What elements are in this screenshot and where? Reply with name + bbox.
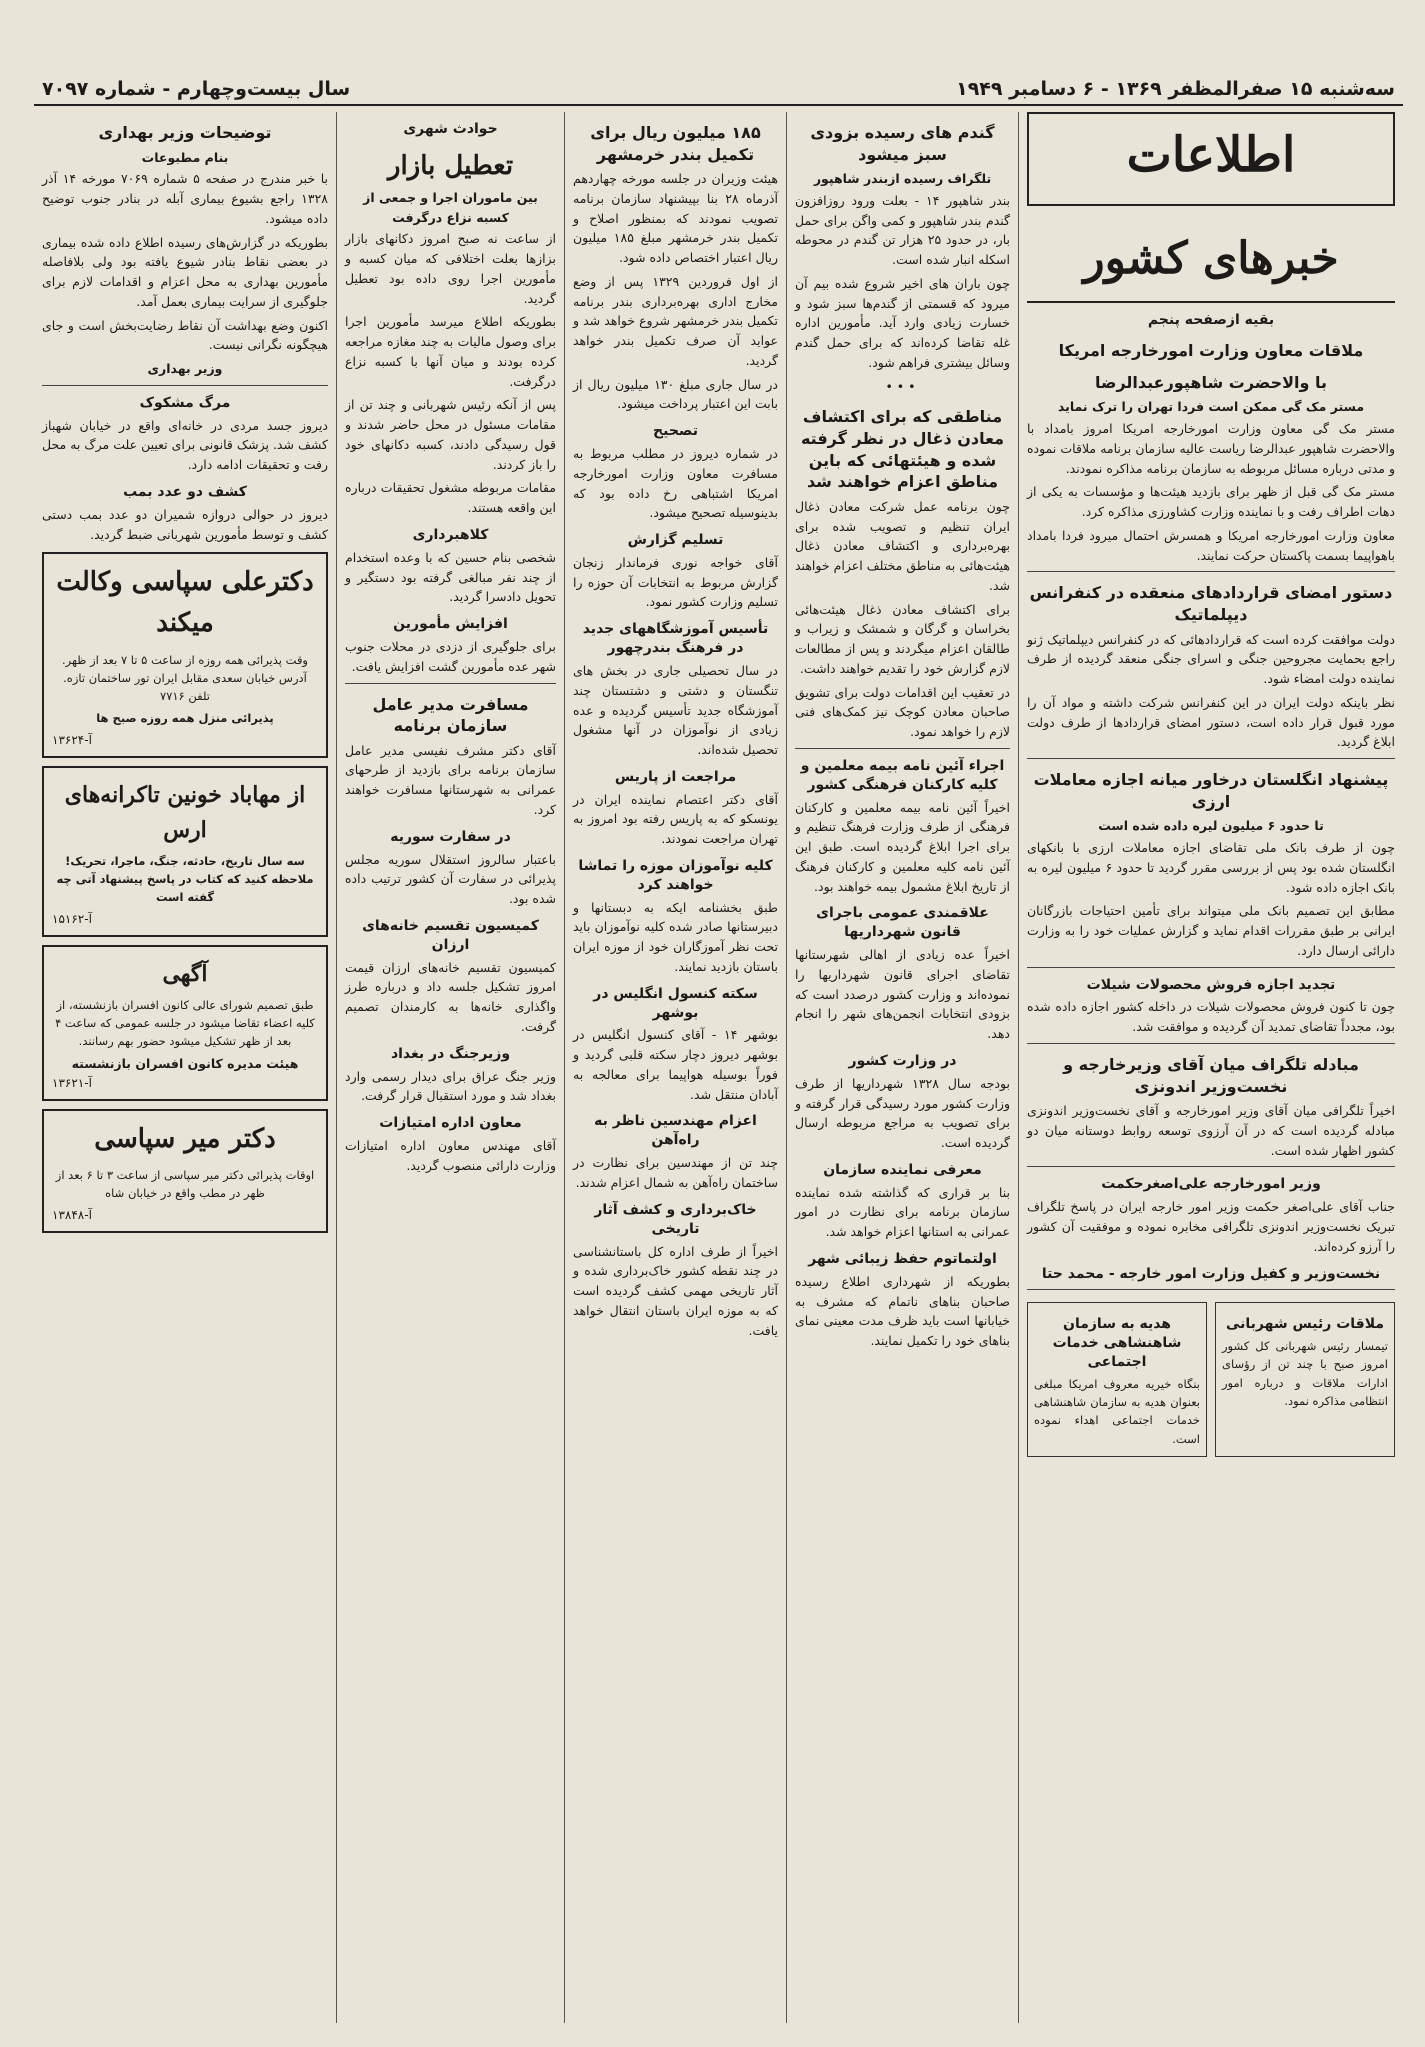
divider: [1027, 1043, 1395, 1044]
article-paragraph: چون باران های اخیر شروع شده بیم آن میرود که قسمتی از گندم‌ها سبز شود و خسارت زیادی وارد آید. مأمورین اداره غله تقاضا کرده‌اند که برای حمل گندم وسائل بیشتری فراهم شود.: [795, 275, 1010, 370]
ad-title: از مهاباد خونین تاکرانه‌های ارس: [64, 782, 306, 843]
article-paragraph: اخیراً از طرف اداره کل باستانشناسی در چند نقطه کشور خاک‌برداری شده و آثار تاریخی مهمی کشف گردیده است که به موزه ایران باستان انتقال خواهد یافت.: [573, 1243, 778, 1338]
article-headline: اعزام مهندسین ناظر به راه‌آهن: [594, 1113, 757, 1149]
column-5: [34, 112, 336, 2023]
news-box: [1027, 1302, 1207, 1456]
divider: [345, 683, 556, 684]
article-headline: پیشنهاد انگلستان درخاور میانه اجازه معاملات ارزی: [1033, 770, 1389, 811]
column-3: [564, 112, 786, 2023]
separator-dots: •••: [885, 378, 920, 394]
article-headline: مسافرت مدیر عامل سازمان برنامه: [372, 694, 529, 736]
article-headline: گندم های رسیده بزودی سبز میشود: [810, 123, 995, 164]
article-paragraph: چند تن از مهندسین برای نظارت در ساختمان راه‌آهن به شمال اعزام شدند.: [573, 1155, 778, 1190]
box-headline: هدیه به سازمان شاهنشاهی خدمات اجتماعی: [1052, 1316, 1182, 1371]
article-paragraph: هیئت وزیران در جلسه مورخه چهاردهم آذرماه ۲۸ بنا بپیشنهاد سازمان برنامه تصویب نمودند که بمنظور اصلاح و تکمیل بندر خرمشهر مبلغ ۱۸۵ میلیون ریال اعتبار اختصاص داده شود.: [573, 171, 778, 266]
ad-code: آ-۱۳۸۴۸: [52, 1208, 92, 1223]
article-paragraph: در سال تحصیلی جاری در بخش های تنگستان و دشتی و دشتستان چند آموزشگاه جدید تأسیس گردیده و عده زیادی از نوآموزان در آنها مشغول تحصیل شده‌اند.: [573, 663, 778, 757]
article-headline: کلیه نوآموزان موزه را تماشا خواهند کرد: [578, 857, 773, 893]
article-paragraph: بطوریکه در گزارش‌های رسیده اطلاع داده شده بیماری در بعضی نقاط بنادر شیوع یافته بود ولی بلافاصله مأمورین بهداری به محل اعزام و اقدامات لازم برای جلوگیری از سرایت بیماری بعمل آمد.: [42, 234, 328, 309]
article-paragraph: مستر مک گی قبل از ظهر برای بازدید هیئت‌ها و مؤسسات به یکی از دهات اطراف رفت و با نماینده وزارت کشاورزی مذاکره کرد.: [1027, 484, 1395, 520]
article-headline: توضیحات وزیر بهداری: [98, 123, 272, 142]
article-headline: علاقمندی عمومی باجرای قانون شهرداریها: [816, 905, 989, 941]
article-paragraph: مستر مک گی معاون وزارت امورخارجه امریکا امروز بامداد با والاحضرت شاهپور عبدالرضا ریاست عالیه سازمان برنامه ملاقات نموده و مدتی درباره مسائل مربوطه به سازمان برنامه مذاکره نمودند.: [1027, 421, 1395, 476]
ad-text: وقت پذیرائی همه روزه از ساعت ۵ تا ۷ بعد از ظهر. آدرس خیابان سعدی مقابل ایران تور ساختمان تازه. تلفن ۷۷۱۶: [61, 652, 308, 703]
article-headline: کمیسیون تقسیم خانه‌های ارزان: [362, 917, 539, 953]
article-headline: تجدید اجازه فروش محصولات شیلات: [1086, 976, 1336, 993]
article-paragraph: آقای مهندس معاون اداره امتیازات وزارت دارائی منصوب گردید.: [345, 1137, 556, 1173]
article-paragraph: آقای دکتر مشرف نفیسی مدیر عامل سازمان برنامه برای بازدید از طرحهای عمرانی به شهرستانها مسافرت خواهند کرد.: [345, 742, 556, 817]
article-headline: مراجعت از پاریس: [614, 768, 737, 785]
article-paragraph: شخصی بنام حسین که با وعده استخدام از چند نفر مبالغی گرفته بود دستگیر و تحویل دادسرا گردید.: [345, 549, 556, 605]
ad-text: سه سال تاریخ، حادثه، جنگ، ماجرا، تحریک! ملاحظه کنید که کتاب در پاسخ پیشنهاد آتی چه گفته است: [56, 853, 314, 904]
ad-title: دکتر میر سپاسی: [94, 1123, 276, 1154]
article-headline: تصحیح: [653, 423, 698, 440]
article-paragraph: باعتبار سالروز استقلال سوریه مجلس پذیرائی در سفارت آن کشور ترتیب داده شده بود.: [345, 851, 556, 907]
article-paragraph: اخیراً آئین نامه بیمه معلمین و کارکنان فرهنگی از طرف وزارت فرهنگ تنظیم و برای اجرا ابلاغ گردیده است. طبق این آئین نامه کلیه معلمین و کارکنان فرهنگ از تاریخ ابلاغ مشمول بیمه خواهند بود.: [795, 799, 1010, 894]
article-subheadline: مستر مک گی ممکن است فردا تهران را ترک نماید: [1057, 399, 1365, 415]
divider: [795, 748, 1010, 749]
box-headline: ملاقات رئیس شهربانی: [1225, 1316, 1384, 1333]
columns: [34, 112, 1403, 2023]
article-headline: با والاحضرت شاهپورعبدالرضا: [1094, 372, 1328, 392]
article-paragraph: در تعقیب این اقدامات دولت برای تشویق صاحبان معادن کوچک نیز کمک‌های فنی لازم را خواهد نمود.: [795, 684, 1010, 740]
article-headline: وزیر امورخارجه علی‌اصغرحکمت: [1101, 1176, 1321, 1193]
article-headline: اجراء آئین نامه بیمه معلمین و کلیه کارکنان فرهنگی کشور: [800, 757, 1005, 793]
divider: [1027, 967, 1395, 968]
section-title: خبرهای کشور: [1027, 224, 1395, 304]
article-headline: معرفی نماینده سازمان: [823, 1161, 982, 1178]
article-paragraph: چون برنامه عمل شرکت معادن ذغال ایران تنظیم و تصویب شده برای بهره‌برداری و اکتشاف معادن ذغال هیئت‌هائی به مناطق مختلف اعزام خواهند شد.: [795, 498, 1010, 593]
divider: [42, 385, 328, 386]
article-paragraph: آقای دکتر اعتصام نماینده ایران در یونسکو که به پاریس رفته بود امروز به تهران مراجعت نمودند.: [573, 791, 778, 847]
article-paragraph: از اول فروردین ۱۳۲۹ پس از وضع مخارج اداری بهره‌برداری بندر برنامه تکمیل بندر خرمشهر شروع خواهد شد و عواید آن صرف تکمیل بندر خواهد گردید.: [573, 273, 778, 368]
article-paragraph: چون تا کنون فروش محصولات شیلات در داخله کشور اجازه داده شده بود، مجدداً تقاضای تمدید آن گردیده و موافقت شد.: [1027, 999, 1395, 1035]
article-paragraph: بوشهر ۱۴ - آقای کنسول انگلیس در بوشهر دیروز دچار سکته قلبی گردید و فوراً بوسیله هواپیما برای معالجه به آبادان منتقل شد.: [573, 1027, 778, 1102]
article-paragraph: از ساعت نه صبح امروز دکانهای بازار بزازها بعلت اختلافی که میان کسبه و مأمورین اجرا روی داده بود تعطیل گردید.: [345, 231, 556, 306]
article-paragraph: دیروز جسد مردی در خانه‌ای واقع در خیابان شهباز کشف شد. پزشک قانونی برای تعیین علت مرگ به محل رفت و تحقیقات ادامه دارد.: [42, 417, 328, 473]
column-2: [786, 112, 1018, 2023]
article-paragraph: نظر باینکه دولت ایران در این کنفرانس شرکت داشته و مواد آن را مورد قبول قرار داده است، دستور امضای قراردادها از طرف دولت ابلاغ گردید.: [1027, 694, 1395, 750]
divider: [1027, 1289, 1395, 1290]
article-paragraph: برای اکتشاف معادن ذغال هیئت‌هائی بخراسان و گرگان و شمشک و زیراب و طالقان اعزام میگردند و پس از مطالعات لازم گزارش خود را تقدیم خواهند داشت.: [795, 601, 1010, 676]
article-headline: در وزارت کشور: [848, 1052, 957, 1069]
article-paragraph: برای جلوگیری از دزدی در محلات جنوب شهر عده مأمورین گشت افزایش یافت.: [345, 639, 556, 674]
article-paragraph: کمیسیون تقسیم خانه‌های ارزان قیمت امروز تشکیل جلسه داد و درباره طرز واگذاری خانه‌ها به کارمندان تصمیم گرفت.: [345, 959, 556, 1034]
article-paragraph: آقای خواجه نوری فرماندار زنجان گزارش مربوط به انتخابات آن حوزه را تسلیم وزارت کشور نمود.: [573, 554, 778, 610]
divider: [1027, 758, 1395, 759]
article-subheadline: تلگراف رسیده ازبندر شاهپور: [813, 171, 992, 187]
advertisement-lawyer: [42, 552, 328, 758]
article-headline: ملاقات معاون وزارت امورخارجه امریکا: [1058, 341, 1364, 361]
article-headline: دستور امضای قراردادهای منعقده در کنفرانس دیپلماتیک: [1029, 583, 1393, 625]
article-headline: نخست‌وزیر و کفیل وزارت امور خارجه - محمد حتا: [1041, 1265, 1381, 1282]
article-paragraph: مقامات مربوطه مشغول تحقیقات درباره این واقعه هستند.: [345, 480, 556, 516]
article-paragraph: اکنون وضع بهداشت آن نقاط رضایت‌بخش است و جای هیچگونه نگرانی نیست.: [42, 317, 328, 353]
article-headline: ۱۸۵ میلیون ریال برای تکمیل بندر خرمشهر: [590, 123, 761, 164]
article-headline: تسلیم گزارش: [627, 532, 724, 549]
ad-text: پذیرائی منزل همه روزه صبح ها: [96, 711, 274, 725]
news-box: [1215, 1302, 1395, 1456]
article-headline: مناطقی که برای اکتشاف معادن ذغال در نظر گرفته شده و هیئتهائی که باین مناطق اعزام خواهند شد: [800, 407, 1005, 492]
article-headline: وزیرجنگ در بغداد: [390, 1045, 511, 1062]
article-paragraph: بندر شاهپور ۱۴ - بعلت ورود روزافزون گندم بندر شاهپور و کمی واگن برای حمل بار، در حدود ۲۵ هزار تن گندم در محوطه اسکله انبار شده است.: [795, 192, 1011, 268]
article-paragraph: معاون وزارت امورخارجه امریکا و همسرش احتمال میرود فردا بامداد باهواپیما بسمت پاکستان حرکت نمایند.: [1027, 527, 1395, 563]
column-4: [336, 112, 564, 2023]
article-paragraph: اخیراً تلگرافی میان آقای وزیر امورخارجه و آقای نخست‌وزیر اندونزی مبادله گردیده است که در آن آرزوی توسعه روابط دوستانه میان دو کشور اظهار شده است.: [1027, 1103, 1395, 1158]
article-subheadline: بنام مطبوعات: [141, 149, 229, 165]
article-headline: مرگ مشکوک: [139, 394, 231, 411]
column-1: [1018, 112, 1403, 2023]
article-headline: کشف دو عدد بمب: [123, 483, 247, 500]
article-paragraph: مطابق این تصمیم بانک ملی میتواند برای تأمین احتیاجات بازرگانان ایرانی بر طبق مقررات اقدام نماید و گزارش عملیات خود را به وزارت دارائی ارسال دارد.: [1027, 903, 1395, 958]
article-paragraph: دیروز در حوالی دروازه شمیران دو عدد بمب دستی کشف و توسط مأمورین شهربانی ضبط گردید.: [42, 506, 328, 542]
article-paragraph: با خبر مندرج در صفحه ۵ شماره ۷۰۶۹ مورخه ۱۴ آذر ۱۳۲۸ راجع بشیوع بیماری آبله در بنادر جنوب توضیح داده میشود.: [42, 171, 328, 226]
article-paragraph: طبق بخشنامه ایکه به دبستانها و دبیرستانها صادر شده کلیه نوآموزان باید تحت نظر آموزگاران خود از موزه ایران باستان بازدید نمایند.: [573, 899, 778, 974]
ad-code: آ-۱۳۶۲۱: [52, 1076, 92, 1090]
article-headline: کلاهبرداری: [412, 526, 489, 543]
issue-date: سه‌شنبه ۱۵ صفرالمظفر ۱۳۶۹ - ۶ دسامبر ۱۹۴۹: [956, 78, 1395, 100]
article-paragraph: وزیر جنگ عراق برای دیدار رسمی وارد بغداد شد و مورد استقبال قرار گرفت.: [345, 1068, 556, 1104]
article-paragraph: بطوریکه اطلاع میرسد مأمورین اجرا برای وصول مالیات به چند مغازه مراجعه کرده بودند و میان آنها با کسبه نزاع درگرفت.: [345, 314, 556, 389]
article-headline: افزایش مأمورین: [393, 616, 508, 633]
advertisement-doctor: [42, 1109, 328, 1233]
article-headline: خاک‌برداری و کشف آثار تاریخی: [594, 1201, 757, 1237]
article-kicker: حوادث شهری: [403, 121, 498, 137]
ad-title: دکترعلی سپاسی وکالت میکند: [56, 567, 314, 639]
advertisement-notice: [42, 945, 328, 1101]
article-paragraph: چون از طرف بانک ملی تقاضای اجازه معاملات ارزی با بانکهای انگلستان شده بود پس از بررسی مقرر گردید تا حدود ۶ میلیون لیره به بانک اجازه داده شود.: [1027, 840, 1395, 895]
article-paragraph: در سال جاری مبلغ ۱۳۰ میلیون ریال از بابت این اعتبار پرداخت میشود.: [573, 376, 778, 412]
ad-code: آ-۱۳۶۲۴: [52, 733, 92, 748]
ad-code: آ-۱۵۱۶۲: [52, 912, 92, 927]
article-subheadline: تا حدود ۶ میلیون لیره داده شده است: [1098, 818, 1324, 834]
article-paragraph: اخیراً عده زیادی از اهالی شهرستانها تقاضای اجرای قانون شهرداریها را نموده‌اند و وزارت کشور درصدد است که بزودی انتخابات انجمن‌های شهر را انجام دهد.: [795, 947, 1010, 1042]
article-paragraph: بنا بر قراری که گذاشته شده نماینده سازمان برنامه برای نظارت در امور عمرانی به استانها اعزام خواهد شد.: [795, 1184, 1010, 1240]
divider: [1027, 1166, 1395, 1167]
ad-signature: هیئت مدیره کانون افسران بازنشسته: [71, 1056, 299, 1072]
article-paragraph: جناب آقای علی‌اصغر حکمت وزیر امور خارجه ایران در پاسخ تلگراف تبریک نخست‌وزیر اندونزی تلگرافی مخابره نموده و موفقیت آن کشور را آرزو کرده‌اند.: [1027, 1199, 1395, 1254]
masthead: اطلاعات: [1027, 112, 1395, 206]
box-paragraph: تیمسار رئیس شهربانی کل کشور امروز صبح با چند تن از رؤسای ادارات ملاقات و درباره امور انتظامی مذاکره نمود.: [1222, 1339, 1388, 1408]
advertisement-book: [42, 766, 328, 937]
article-headline: اولتماتوم حفظ زیبائی شهر: [808, 1250, 997, 1267]
article-headline: مبادله تلگراف میان آقای وزیرخارجه و نخست‌وزیر اندونزی: [1063, 1054, 1359, 1096]
ad-text: طبق تصمیم شورای عالی کانون افسران بازنشسته، از کلیه اعضاء تقاضا میشود در جلسه عمومی که ساعت ۴ بعد از ظهر تشکیل میشود حضور بهم رسانند.: [55, 997, 315, 1049]
article-headline: تأسیس آموزشگاههای جدید در فرهنگ بندرچهور: [582, 621, 769, 657]
article-signature: وزیر بهداری: [147, 361, 223, 377]
issue-volume: سال بیست‌وچهارم - شماره ۷۰۹۷: [42, 78, 351, 100]
date-line: [34, 74, 1403, 106]
article-paragraph: بودجه سال ۱۳۲۸ شهرداریها از طرف وزارت کشور مورد رسیدگی قرار گرفته و برای تصویب به مراجع مربوطه ارسال گردیده است.: [795, 1075, 1010, 1151]
bottom-boxes: [1027, 1296, 1395, 1462]
article-subheadline: بین ماموران اجرا و جمعی از کسبه نزاع درگرفت: [363, 189, 538, 225]
ad-text: اوقات پذیرائی دکتر میر سپاسی از ساعت ۳ تا ۶ بعد از ظهر در مطب واقع در خیابان شاه: [55, 1168, 315, 1201]
article-headline: سکته کنسول انگلیس در بوشهر: [593, 985, 758, 1021]
article-kicker: بقیه ازصفحه پنجم: [1147, 312, 1275, 329]
ad-title: آگهی: [162, 961, 208, 988]
article-headline: در سفارت سوریه: [390, 828, 511, 845]
article-headline: تعطیل بازار: [387, 150, 514, 181]
article-paragraph: در شماره دیروز در مطلب مربوط به مسافرت معاون وزارت امورخارجه امریکا اشتباهی رخ داده بود که بدینوسیله تصحیح میشود.: [573, 446, 778, 521]
divider: [1027, 571, 1395, 572]
article-paragraph: پس از آنکه رئیس شهربانی و چند تن از مقامات مسئول در محل حاضر شدند و قول رسیدگی دادند، کسبه دکانهای خود را باز کردند.: [345, 397, 556, 472]
article-paragraph: بطوریکه از شهرداری اطلاع رسیده صاحبان بناهای ناتمام که مشرف به خیابانها است باید ظرف مدت معینی نمای بناهای خود را تکمیل نمایند.: [795, 1273, 1010, 1349]
article-headline: معاون اداره امتیازات: [379, 1115, 522, 1132]
box-paragraph: بنگاه خیریه معروف امریکا مبلغی بعنوان هدیه به سازمان شاهنشاهی خدمات اجتماعی اهداء نموده است.: [1034, 1377, 1200, 1446]
article-paragraph: دولت موافقت کرده است که قراردادهائی که در کنفرانس دیپلماتیک ژنو راجع بحمایت مجروحین جنگی و اسرای جنگی منعقد گردیده از طرف نماینده دولت امضاء شود.: [1027, 631, 1395, 687]
